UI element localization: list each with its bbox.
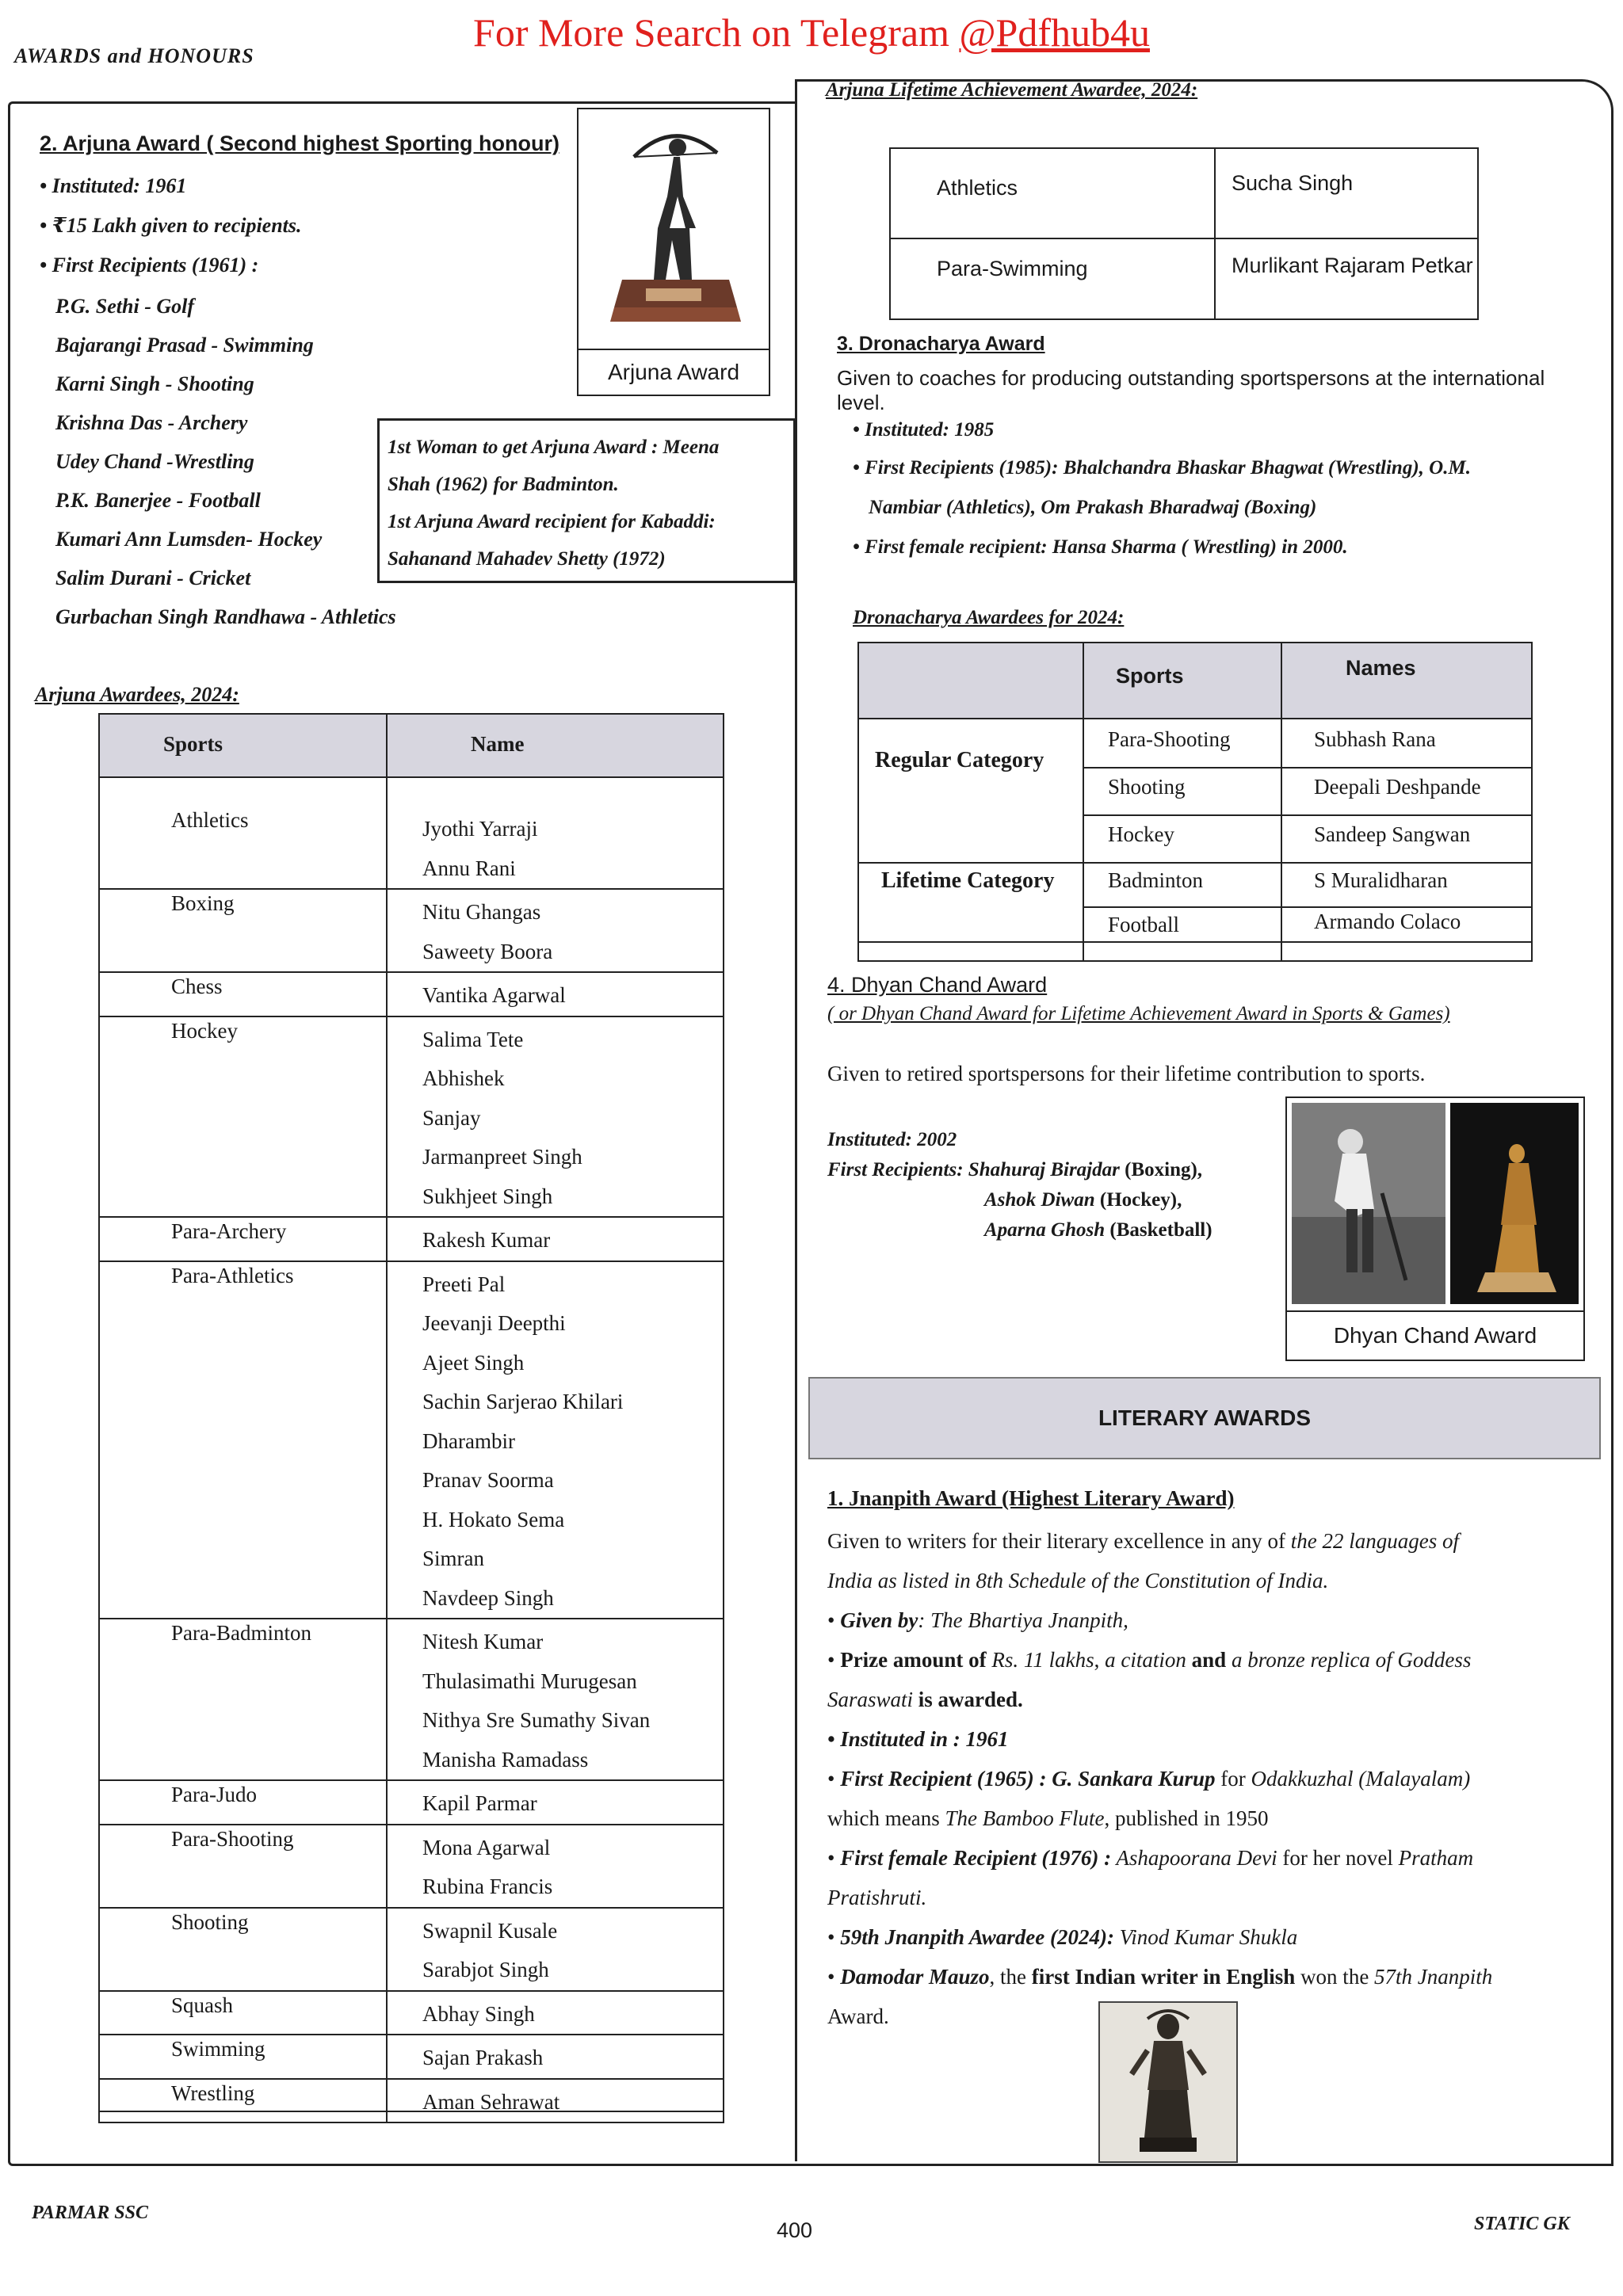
awardee-name: Salima Tete [422,1027,524,1051]
jnanpith-body [827,1521,1588,2036]
dronacharya-instituted: • Instituted: 1985 [853,419,995,441]
awardee-name: Jarmanpreet Singh [422,1145,582,1169]
dhyan-first-recipients: First Recipients: Shahuraj Birajdar (Boxing), [827,1159,1203,1180]
table-row [99,1619,724,1780]
table-row [858,719,1532,768]
regular-category-label: Regular Category [858,719,1083,863]
dronacharya-2024-table [857,642,1533,962]
sport-cell: Para-Archery [99,1217,387,1261]
jnanpith-line: Given to writers for their literary excellence in any of the 22 languages of [827,1529,1459,1553]
awardee-name: Abhay Singh [422,2001,535,2026]
awardee-name: Vantika Agarwal [422,983,566,1007]
recipient-item: Bajarangi Prasad - Swimming [55,334,314,357]
recipient-item: Karni Singh - Shooting [55,372,254,395]
dronacharya-2024-title: Dronacharya Awardees for 2024: [853,607,1125,628]
drona-name: Subhash Rana [1281,719,1532,768]
table-row [99,2079,724,2123]
table-row [99,972,724,1016]
sport-cell: Para-Badminton [99,1619,387,1780]
awardee-name: Ajeet Singh [422,1350,525,1375]
drona-name: Deepali Deshpande [1281,768,1532,815]
table-row [99,1016,724,1218]
awardee-name: Swapnil Kusale [422,1918,558,1943]
names-cell [387,1991,724,2035]
awardee-name: Preeti Pal [422,1272,506,1296]
jnanpith-59th: • 59th Jnanpith Awardee (2024): Vinod Kumar Shukla [827,1925,1298,1949]
names-cell [387,889,724,972]
sport-cell: Athletics [99,777,387,889]
names-cell [387,1908,724,1991]
sport-cell: Para-Judo [99,1780,387,1825]
names-cell [387,1780,724,1825]
dhyan-chand-description: Given to retired sportspersons for their lifetime contribution to sports. [827,1062,1426,1085]
awardee-name: Rakesh Kumar [422,1228,551,1252]
drona-sport: Badminton [1083,863,1281,907]
dhyan-image-caption: Dhyan Chand Award [1287,1310,1583,1360]
col-header-sports: Sports [1083,643,1281,719]
note-line: Sahanand Mahadev Shetty (1972) [388,548,666,570]
literary-awards-banner: LITERARY AWARDS [808,1377,1601,1459]
awardee-name: Jyothi Yarraji [422,817,538,841]
dronacharya-title: 3. Dronacharya Award [837,333,1045,355]
recipient-item: Salim Durani - Cricket [55,566,251,589]
lifetime-category-label: Lifetime Category [858,863,1083,961]
section-header: AWARDS and HONOURS [14,44,254,67]
awardee-name: Sukhjeet Singh [422,1184,553,1208]
awardee-name: H. Hokato Sema [422,1507,565,1531]
note-line: Shah (1962) for Badminton. [388,474,619,495]
sport-cell: Hockey [99,1016,387,1218]
awardee-name: Saweety Boora [422,939,553,963]
sport-cell: Squash [99,1991,387,2035]
arjuna-note-box [377,418,796,583]
table-header-row [858,643,1532,719]
drona-name: S Muralidharan [1281,863,1532,907]
page-number: 400 [777,2218,813,2242]
dhyan-instituted: Instituted: 2002 [827,1129,957,1150]
recipient-item: Kumari Ann Lumsden- Hockey [55,528,323,551]
names-cell [387,972,724,1016]
awardee-name: Dharambir [422,1428,515,1453]
names-cell [387,1261,724,1619]
jnanpith-prize: • Prize amount of Rs. 11 lakhs, a citation and a bronze replica of Goddess [827,1648,1472,1672]
dhyan-chand-title: 4. Dhyan Chand Award [827,973,1048,997]
table-row [858,863,1532,907]
names-cell [387,1217,724,1261]
awardee-name: Simran [422,1547,484,1570]
sport-cell: Swimming [99,2035,387,2079]
col-header-sports: Sports [99,714,387,777]
awardee-name: Nithya Sre Sumathy Sivan [422,1708,651,1732]
awardee-name: Navdeep Singh [422,1585,554,1610]
jnanpith-line: India as listed in 8th Schedule of the Constitution of India. [827,1569,1329,1592]
jnanpith-female-cont: Pratishruti. [827,1886,927,1909]
saraswati-statue-icon [1100,2003,1236,2161]
telegram-prefix: For More Search on Telegram [473,10,960,55]
dhyan-recipient-2: Ashok Diwan (Hockey), [984,1189,1182,1211]
names-cell [387,1619,724,1780]
awardee-name: Pranav Soorma [422,1468,554,1492]
awardee-name: Sachin Sarjerao Khilari [422,1390,624,1413]
jnanpith-title: 1. Jnanpith Award (Highest Literary Award) [827,1486,1235,1510]
arjuna-prize: • ₹15 Lakh given to recipients. [40,214,302,237]
table-row [99,777,724,889]
sport-cell: Para-Athletics [99,1261,387,1619]
jnanpith-mauzo-cont: Award. [827,2004,889,2028]
telegram-handle[interactable]: @Pdfhub4u [959,10,1150,55]
recipient-item: Krishna Das - Archery [55,411,248,434]
dhyan-chand-subtitle: ( or Dhyan Chand Award for Lifetime Achievement Award in Sports & Games) [827,1003,1450,1024]
awardee-name: Kapil Parmar [422,1791,537,1815]
jnanpith-instituted: • Instituted in : 1961 [827,1727,1009,1751]
awardee-name: Manisha Ramadass [422,1747,589,1772]
col-header-name: Name [387,714,724,777]
arjuna-facts [40,166,586,285]
arjuna-2024-table [98,713,724,2123]
dronacharya-first-recipients: • First Recipients (1985): Bhalchandra Bhaskar Bhagwat (Wrestling), O.M. Nambiar (Athletics), Om Prakash Bharadwaj (Boxing) • First female recipient: Hansa Sharma ( Wrestling) in 2000. [853,457,1471,558]
names-cell [387,2035,724,2079]
awardee-name: Sarabjot Singh [422,1958,549,1981]
footer-left: PARMAR SSC [32,2203,148,2223]
jnanpith-first-recipient: • First Recipient (1965) : G. Sankara Kurup for Odakkuzhal (Malayalam) [827,1767,1471,1791]
table-row [99,1780,724,1825]
names-cell [387,2079,724,2123]
jnanpith-female: • First female Recipient (1976) : Ashapoorana Devi for her novel Pratham [827,1846,1474,1870]
table-row [890,238,1478,319]
drona-name: Sandeep Sangwan [1281,815,1532,863]
sport-cell: Shooting [99,1908,387,1991]
table-row [99,1908,724,1991]
awardee-name: Jeevanji Deepthi [422,1311,566,1335]
awardee-name: Thulasimathi Murugesan [422,1669,637,1693]
lifetime-name: Sucha Singh [1215,148,1478,238]
sport-cell: Wrestling [99,2079,387,2123]
names-cell [387,1016,724,1218]
lifetime-name: Murlikant Rajaram Petkar [1215,238,1478,319]
names-cell [387,777,724,889]
arjuna-title: 2. Arjuna Award ( Second highest Sporting honour) [40,132,560,155]
sport-cell: Boxing [99,889,387,972]
note-line: 1st Woman to get Arjuna Award : Meena [388,437,720,458]
sport-cell: Chess [99,972,387,1016]
sport-cell: Para-Shooting [99,1825,387,1908]
arjuna-statue-icon [579,109,769,347]
awardee-name: Annu Rani [422,856,516,880]
dhyan-chand-details [827,1125,1287,1245]
recipient-item: Udey Chand -Wrestling [55,450,254,473]
dronacharya-description: Given to coaches for producing outstanding sportspersons at the international level. [837,366,1545,414]
awardee-name: Nitu Ghangas [422,900,541,924]
dhyan-chand-photo-icon [1287,1098,1583,1309]
arjuna-instituted: • Instituted: 1961 [40,174,187,197]
arjuna-2024-title: Arjuna Awardees, 2024: [35,683,239,706]
note-line: 1st Arjuna Award recipient for Kabaddi: [388,511,716,532]
awardee-name: Aman Sehrawat [422,2089,560,2114]
awardee-name: Rubina Francis [422,1875,553,1898]
drona-sport: Para-Shooting [1083,719,1281,768]
saraswati-image-box [1098,2001,1238,2163]
table-row [890,148,1478,238]
arjuna-image-caption: Arjuna Award [579,349,769,395]
jnanpith-given-by: • Given by: The Bhartiya Jnanpith, [827,1608,1128,1632]
awardee-name: Nitesh Kumar [422,1630,544,1653]
awardee-name: Abhishek [422,1066,505,1090]
jnanpith-flute: which means The Bamboo Flute, published in 1950 [827,1806,1269,1830]
arjuna-award-image-box [577,108,770,396]
col-header-category [858,643,1083,719]
table-row [99,1217,724,1261]
awardee-name: Sajan Prakash [422,2046,544,2069]
lifetime-sport: Athletics [890,148,1215,238]
table-row [99,2035,724,2079]
awardee-name: Sanjay [422,1105,481,1130]
recipient-item: P.K. Banerjee - Football [55,489,261,512]
jnanpith-mauzo: • Damodar Mauzo, the first Indian writer in English won the 57th Jnanpith [827,1965,1493,1989]
arjuna-lifetime-table [889,147,1479,320]
footer-right: STATIC GK [1474,2214,1570,2234]
recipient-item: P.G. Sethi - Golf [55,295,195,318]
table-row [99,1825,724,1908]
dhyan-chand-image-box [1285,1097,1585,1361]
col-header-names: Names [1281,643,1532,719]
table-header-row [99,714,724,777]
drona-sport: Football [1083,907,1281,961]
drona-sport: Hockey [1083,815,1281,863]
lifetime-sport: Para-Swimming [890,238,1215,319]
awardee-name: Mona Agarwal [422,1835,551,1859]
table-row [99,1261,724,1619]
dhyan-recipient-3: Aparna Ghosh (Basketball) [984,1219,1212,1241]
arjuna-first-recipients-label: • First Recipients (1961) : [40,254,259,277]
drona-sport: Shooting [1083,768,1281,815]
recipient-item: Gurbachan Singh Randhawa - Athletics [55,605,396,628]
telegram-banner [0,10,1623,55]
names-cell [387,1825,724,1908]
table-row [99,889,724,972]
drona-name: Armando Colaco [1281,907,1532,961]
arjuna-lifetime-title: Arjuna Lifetime Achievement Awardee, 2024: [826,79,1198,101]
table-row [99,1991,724,2035]
jnanpith-prize-cont: Saraswati is awarded. [827,1688,1023,1711]
